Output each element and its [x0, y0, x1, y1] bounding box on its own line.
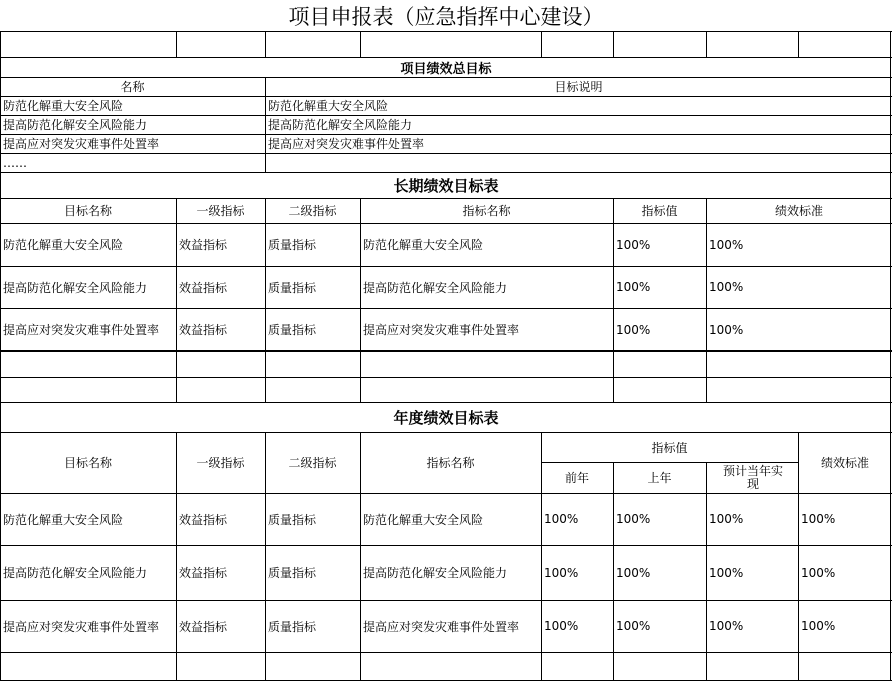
longterm-cell: 100% — [709, 280, 744, 294]
annual-cell: 提高应对突发灾难事件处置率 — [363, 619, 520, 634]
annual-cell: 100% — [616, 565, 651, 580]
longterm-cell: 提高应对突发灾难事件处置率 — [3, 323, 160, 337]
annual-cell: 效益指标 — [179, 619, 228, 634]
longterm-cell: 效益指标 — [179, 280, 228, 295]
annual-header-goal-name: 目标名称 — [63, 456, 112, 470]
annual-cell: 效益指标 — [179, 566, 228, 580]
annual-cell: 100% — [709, 512, 744, 526]
annual-cell: 质量指标 — [268, 566, 317, 580]
annual-cell: 100% — [801, 619, 836, 633]
annual-header-level2: 二级指标 — [288, 456, 337, 470]
annual-cell: 质量指标 — [268, 512, 317, 527]
longterm-header-standard: 绩效标准 — [774, 204, 823, 218]
longterm-cell: 质量指标 — [268, 323, 317, 337]
overall-more-ellipsis: …… — [3, 155, 27, 170]
annual-cell: 100% — [544, 565, 579, 580]
annual-cell: 100% — [801, 565, 836, 580]
annual-cell: 100% — [544, 512, 579, 526]
annual-cell: 防范化解重大安全风险 — [363, 512, 484, 527]
annual-cell: 100% — [709, 619, 744, 633]
longterm-header-goal-name: 目标名称 — [63, 204, 112, 218]
annual-cell: 100% — [801, 512, 836, 526]
overall-row-desc: 提高防范化解安全风险能力 — [268, 118, 413, 132]
overall-goal-heading: 项目绩效总目标 — [400, 62, 492, 77]
annual-header-last-year: 上年 — [647, 471, 672, 485]
longterm-cell: 提高应对突发灾难事件处置率 — [363, 323, 520, 337]
longterm-cell: 100% — [616, 280, 651, 294]
longterm-header-indicator-value: 指标值 — [641, 204, 678, 218]
annual-cell: 提高防范化解安全风险能力 — [3, 566, 148, 580]
longterm-cell: 提高防范化解安全风险能力 — [3, 280, 148, 295]
annual-cell: 100% — [616, 512, 651, 526]
annual-cell: 100% — [544, 619, 579, 633]
longterm-cell: 效益指标 — [179, 323, 228, 337]
annual-cell: 100% — [709, 565, 744, 580]
longterm-cell: 质量指标 — [268, 280, 317, 295]
annual-cell: 质量指标 — [268, 619, 317, 634]
annual-header-level1: 一级指标 — [196, 456, 245, 470]
longterm-cell: 防范化解重大安全风险 — [363, 238, 484, 252]
longterm-header-level1: 一级指标 — [196, 204, 245, 218]
annual-header-value-group: 指标值 — [651, 440, 688, 455]
overall-row-desc: 防范化解重大安全风险 — [268, 99, 389, 113]
annual-header-expected: 预计当年实现 — [722, 463, 783, 491]
longterm-cell: 质量指标 — [268, 238, 317, 252]
overall-row-name: 提高防范化解安全风险能力 — [3, 118, 148, 132]
longterm-heading: 长期绩效目标表 — [393, 176, 499, 195]
annual-header-standard: 绩效标准 — [820, 456, 869, 470]
annual-cell: 提高防范化解安全风险能力 — [363, 566, 508, 580]
longterm-cell: 100% — [616, 237, 651, 252]
overall-col-desc: 目标说明 — [554, 80, 603, 94]
longterm-cell: 效益指标 — [179, 238, 228, 252]
annual-cell: 100% — [616, 619, 651, 633]
annual-cell: 防范化解重大安全风险 — [3, 512, 124, 527]
annual-cell: 效益指标 — [179, 512, 228, 527]
annual-header-indicator-name: 指标名称 — [426, 456, 475, 470]
annual-heading: 年度绩效目标表 — [393, 409, 499, 427]
longterm-cell: 防范化解重大安全风险 — [3, 238, 124, 252]
longterm-cell: 100% — [709, 237, 744, 252]
longterm-header-level2: 二级指标 — [288, 204, 337, 218]
overall-row-desc: 提高应对突发灾难事件处置率 — [268, 137, 425, 151]
annual-header-prev-year: 前年 — [564, 471, 589, 485]
overall-row-name: 提高应对突发灾难事件处置率 — [3, 137, 160, 151]
sheet-title: 项目申报表（应急指挥中心建设） — [288, 4, 604, 29]
longterm-cell: 100% — [616, 322, 651, 337]
longterm-header-indicator-name: 指标名称 — [462, 204, 511, 218]
longterm-cell: 100% — [709, 322, 744, 337]
longterm-cell: 提高防范化解安全风险能力 — [363, 280, 508, 295]
annual-cell: 提高应对突发灾难事件处置率 — [3, 619, 160, 634]
overall-row-name: 防范化解重大安全风险 — [3, 99, 124, 113]
overall-col-name: 名称 — [120, 80, 145, 94]
